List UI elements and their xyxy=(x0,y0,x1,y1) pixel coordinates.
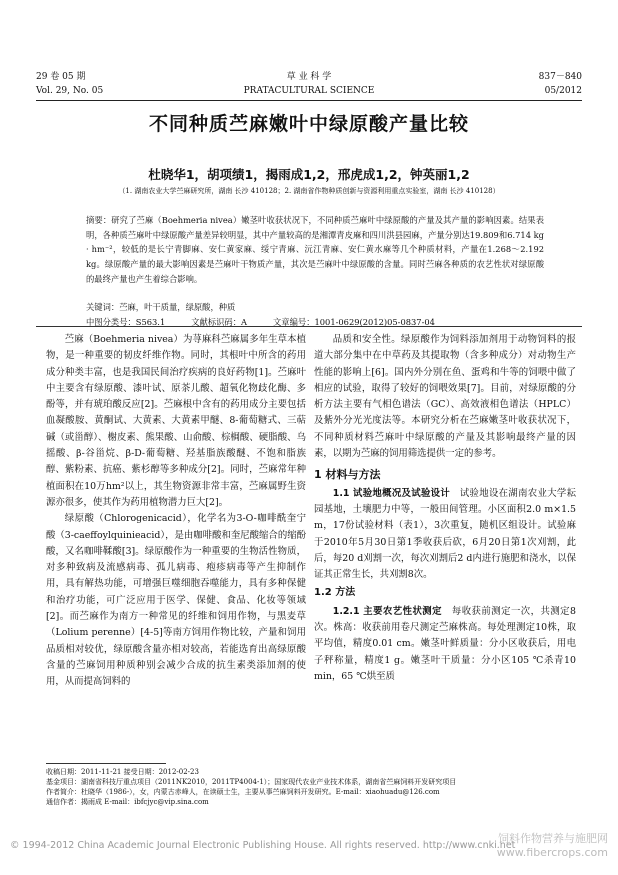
journal-name-en: PRATACULTURAL SCIENCE xyxy=(243,86,375,96)
right-column xyxy=(314,332,576,685)
running-header xyxy=(36,70,582,104)
subsection-heading-1-2-1: 1.2.1 主要农艺性状测定 xyxy=(332,605,442,617)
intro-paragraph-3: 品质和安全性。绿原酸作为饲料添加剂用于动物饲料的报道大部分集中在中草药及其提取物（含多种成分）对动物生产性能的影响上[6]。国内外分别在鱼、蛋鸡和牛等的饲喂中做了相应的试验，取得了较好的饲喂效果[7]。目前，对绿原酸的分析方法主要有气相色谱法（GC）、高效液相色谱法（HPLC）及紫外分光光度法等。本研究分析在苎麻嫩茎叶收获状况下，不同种质材料苎麻叶中绿原酸的产量及其影响最终产量的因素，以期为苎麻的饲用筛选提供一定的参考。 xyxy=(314,334,576,460)
site-design-text: 试验地设在湖南农业大学耘园基地，土壤肥力中等，一般田间管理。小区面积2.0 m×1.5 m，17份试验材料（表1），3次重复，随机区组设计。试验麻于2010年5月30日第1季收获后砍，6月20日第1次刈割，此后，每20 d刈割一次，每次刈割后2 d内进行施肥和浇水，以保证其正常生长，共刈割8次。 xyxy=(314,487,576,581)
copyright-text: © 1994-2012 China Academic Journal Electronic Publishing House. All rights reserved. http://www.cnki.net xyxy=(10,840,516,851)
classification-row xyxy=(86,315,544,330)
watermark xyxy=(497,832,608,860)
abstract: 摘要：研究了苎麻（Boehmeria nivea）嫩茎叶收获状况下，不同种质苎麻叶中绿原酸的产量及其产量的影响因素。结果表明，各种质苎麻叶中绿原酸产量差异较明显，其中产量较高的是湘潭青皮麻和四川洪县园麻，产量分别达19.809和6.714 kg · hm⁻²，较低的是长宁青脚麻、安仁黄家麻、绥宁青麻、沅江青麻、安仁黄水麻等几个种质材料，产量在1.268～2.192 kg。绿原酸产量的最大影响因素是苎麻叶干物质产量，其次是苎麻叶中绿原酸的含量。同时苎麻各种质的农艺性状对绿原酸的最终产量也产生着综合影响。 xyxy=(86,215,544,284)
clc-number: 中图分类号：S563.1 xyxy=(86,316,166,327)
pages: 837－840 xyxy=(538,72,582,82)
left-column xyxy=(46,332,306,691)
watermark-url: www.fibercrops.com xyxy=(496,846,608,859)
volume-issue-cn: 29 卷 05 期 xyxy=(36,72,86,82)
document-code: 文献标识码：A xyxy=(191,316,247,327)
watermark-cn: 饲料作物营养与施肥网 xyxy=(498,832,608,845)
affiliation: （1. 湖南农业大学苎麻研究所，湖南 长沙 410128；2. 湖南省作物种质创新与资源利用重点实验室，湖南 长沙 410128） xyxy=(118,187,500,195)
copyright-bar xyxy=(10,832,608,859)
volume-issue-en: Vol. 29, No. 05 xyxy=(36,86,104,96)
journal-name xyxy=(36,70,582,98)
footnotes xyxy=(46,767,576,807)
footnote-author-bio: 作者简介：杜晓华（1986-），女，内蒙古赤峰人，在读硕士生，主要从事苎麻饲料开发研究。E-mail：xiaohuadu@126.com xyxy=(46,788,440,796)
article-number: 文章编号：1001-0629(2012)05-0837-04 xyxy=(273,316,435,327)
journal-name-cn: 草 业 科 学 xyxy=(286,72,332,82)
keywords: 关键词：苎麻，叶干质量，绿原酸，种质 xyxy=(86,302,236,312)
issue-date: 05/2012 xyxy=(544,86,582,96)
paper-title: 不同种质苎麻嫩叶中绿原酸产量比较 xyxy=(148,113,469,135)
footnote-rule xyxy=(46,763,166,764)
page-range xyxy=(539,70,582,98)
section-heading-methods: 1 材料与方法 xyxy=(314,468,381,482)
footnote-funding: 基金项目：湖南省科技厅重点项目（2011NK2010，2011TP4004-1）；国家现代农业产业技术体系，湖南省苎麻饲料开发研究项目 xyxy=(46,778,457,786)
intro-paragraph-1: 苎麻（Boehmeria nivea）为荨麻科苎麻属多年生草本植物，是一种重要的韧皮纤维作物。同时，其根叶中所含的药用成分种类丰富，也是我国民间治疗疾病的良好药物[1]。苎麻叶中主要含有绿原酸、漆叶试、原茶儿酸、超氧化物歧化酶、多酚等，并有琥珀酸反应[2]。苎麻根中含有的药用成分主要包括血凝酸胺、黄酮试、大黄素、大黄素甲醚、8-葡萄糖式、三萜碱（或甾醇）、榭皮素、熊果酸、山俞酸、棕榈酸、硬脂酸、乌摇酸、β-谷甾烷、β-D-葡萄糖、羟基脂族酸醚、不饱和脂族醇、紫粉素、抗癌、紫杉醇等多种成分[2]。同时，苎麻常年种植面积在10万hm²以上，其生物资源非常丰富，苎麻属野生资源亦很多，使其作为药用植物潜力巨大[2]。 xyxy=(46,334,306,508)
header-rule xyxy=(36,100,582,101)
trait-measurement-text: 每收获前测定一次，共测定8次。株高：收获前用卷尺测定苎麻株高。每处理测定10株，取平均值，精度0.01 cm。嫩茎叶鲜质量：分小区收获后，用电子秤称量，精度1 g。嫩茎叶干质量：分小区105 ℃杀青10 min，65 ℃烘至质 xyxy=(314,605,576,682)
abstract-rule xyxy=(36,326,582,327)
footnote-received: 收稿日期：2011-11-21 接受日期：2012-02-23 xyxy=(46,768,199,776)
subsection-heading-1-2: 1.2 方法 xyxy=(314,587,356,599)
author-list: 杜晓华1，胡项绩1，揭雨成1,2，邢虎成1,2，钟英丽1,2 xyxy=(148,167,470,182)
article-meta xyxy=(86,300,544,329)
footnote-corresponding: 通信作者：揭雨成 E-mail：ibfcjyc@vip.sina.com xyxy=(46,798,209,806)
subsection-heading-1-1: 1.1 试验地概况及试验设计 xyxy=(332,487,451,499)
site-design-paragraph xyxy=(314,486,576,584)
intro-paragraph-2: 绿原酸（Chlorogenicacid），化学名为3-O-咖啡酰奎宁酸（3-caeffoylquinieacid），是由咖啡酸和奎尼酸缩合的缩酚酸，又名咖啡鞣酸[3]。绿原酸作为一种重要的生物活性物质，对多种致病及流感病毒、孤儿病毒、疱疹病毒等产生抑制作用，具有解热功能，可增强巨噬细胞吞噬能力，具有多种保健和治疗功能，可广泛应用于医学、保健、食品、化妆等领域[2]。而苎麻作为南方一种常见的纤维和饲用作物，与黑麦草（Lolium perenne）[4-5]等南方饲用作物比较，产量和饲用品质相对较优，绿原酸含量亦相对较高，若能选育出高绿原酸含量的苎麻饲用种质种别会减少合成的抗生素类添加剂的使用，从而提高饲料的 xyxy=(46,513,306,688)
trait-measurement-paragraph xyxy=(314,604,576,685)
